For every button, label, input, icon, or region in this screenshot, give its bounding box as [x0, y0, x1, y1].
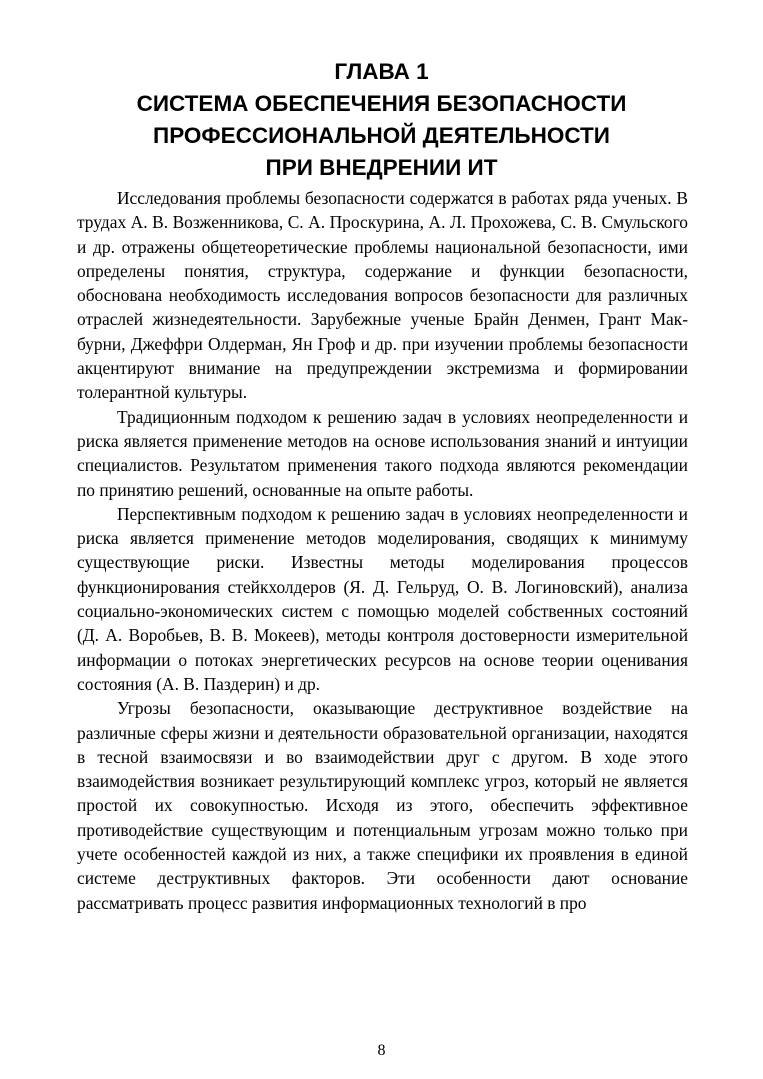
chapter-number: ГЛАВА 1: [334, 59, 429, 84]
page-number: 8: [377, 1042, 386, 1059]
chapter-heading: [60, 56, 703, 184]
body-text: [77, 186, 688, 915]
paragraph: Перспективным подходом к решению задач в условиях неопределенности и риска является применение методов моделирования, сводящих к минимуму существующие риски. Известны методы моделирования процессов функционирования стейкхолдеров (Я. Д. Гельруд, О. В. Логиновский), анализа социально-экономических систем с помощью моделей собственных состояний (Д. А. Воробьев, В. В. Мокеев), методы контроля достоверности измерительной информации о потоках энергетических ресурсов на основе теории оценивания состояния (А. В. Паздерин) и др.: [77, 503, 688, 694]
paragraph: Традиционным подходом к решению задач в условиях неопределенности и риска является применение методов на основе использования знаний и интуиции специалистов. Результатом применения такого подхода являются рекомендации по принятию решений, основанные на опыте работы.: [77, 406, 688, 500]
chapter-title-line: СИСТЕМА ОБЕСПЕЧЕНИЯ БЕЗОПАСНОСТИ: [136, 91, 627, 116]
chapter-title-line: ПРИ ВНЕДРЕНИИ ИТ: [265, 155, 498, 180]
paragraph: Угрозы безопасности, оказывающие деструктивное воздействие на различные сферы жизни и деятельности образовательной организации, находятся в тесной взаимосвязи и во взаимодействии друг с другом. В ходе этого взаимодействия возникает результирующий комплекс угроз, который не является простой их совокупностью. Исходя из этого, обеспечить эффективное противодействие существующим и потенциальным угрозам можно только при учете особенностей каждой из них, а также специфики их проявления в единой системе деструктивных факторов. Эти особенности дают основание рассматривать процесс развития информационных технологий в про: [77, 698, 688, 913]
paragraph: Исследования проблемы безопасности содержатся в работах ряда ученых. В трудах А. В. Возженникова, С. А. Проскурина, А. Л. Прохожева, С. В. Смульского и др. отражены общетеоретические проблемы национальной безопасности, ими определены понятия, структура, содержание и функции безопасности, обоснована необходимость исследования вопросов безопасности для различных отраслей жизнедеятельности. Зарубежные ученые Брайн Денмен, Грант Макбурни, Джеффри Олдерман, Ян Гроф и др. при изучении проблемы безопасности акцентируют внимание на предупреждении экстремизма и формировании толерантной культуры.: [77, 188, 688, 403]
chapter-title-line: ПРОФЕССИОНАЛЬНОЙ ДЕЯТЕЛЬНОСТИ: [153, 123, 610, 148]
